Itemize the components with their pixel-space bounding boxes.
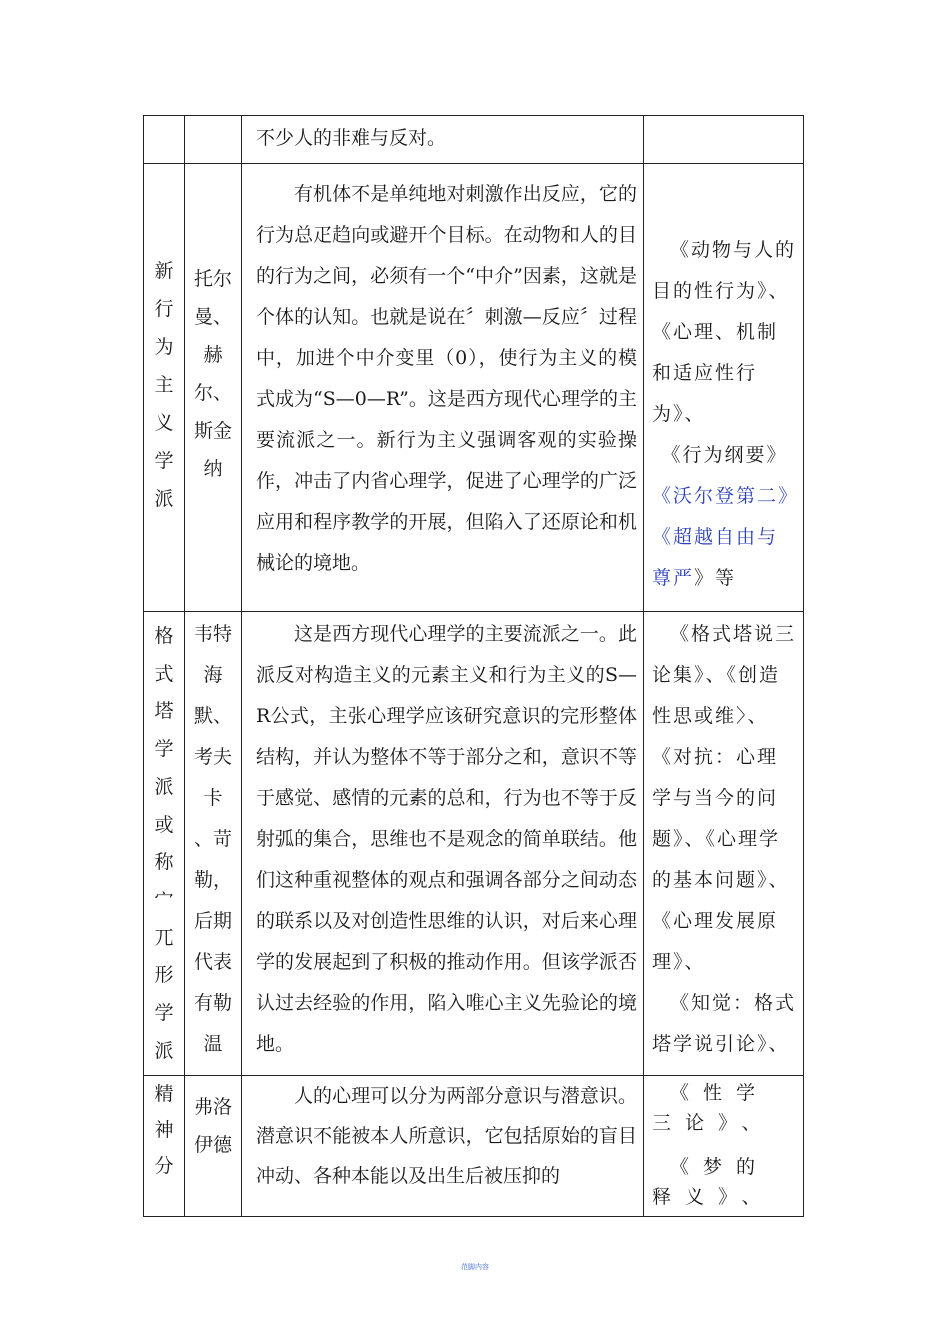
school-cell — [144, 116, 185, 164]
school-cell — [144, 164, 185, 612]
school-char: 或 — [154, 813, 174, 836]
people-line: 赫 — [203, 344, 223, 366]
people-line: 温 — [203, 1033, 223, 1055]
school-char: 称 — [154, 851, 174, 874]
school-char: 为 — [154, 336, 174, 358]
desc-cell — [242, 1076, 644, 1217]
table-row — [144, 1076, 804, 1217]
page-footer: 范脚内容 — [461, 1263, 489, 1271]
book-title: 《格式塔说三论集》、《创造性思或维〉、 — [652, 623, 797, 727]
book-title — [652, 517, 797, 599]
books-cell — [644, 612, 804, 1076]
school-char: 式 — [154, 662, 174, 685]
table-row — [144, 116, 804, 164]
school-cell — [144, 612, 185, 1076]
school-char: 派 — [154, 1039, 174, 1062]
books-cell — [644, 116, 804, 164]
people-line: 弗洛 — [193, 1096, 232, 1118]
people-line: 托尔 — [193, 268, 232, 290]
book-title: 《对抗：心理学与当今的问题》、《心理学的基本问题》、 — [652, 746, 790, 891]
school-char: 塔 — [154, 700, 174, 723]
people-line: 纳 — [203, 458, 223, 480]
school-char: 义 — [154, 412, 174, 434]
book-title-blue: 《超越自由与尊严 — [652, 526, 779, 589]
books-list — [644, 1076, 803, 1216]
people-line: 海 — [203, 664, 223, 686]
book-title: 《性学三论》、 — [652, 1082, 775, 1134]
book-title: 《知觉：格式塔学说引论》、 — [652, 992, 797, 1055]
people-cell — [185, 612, 242, 1076]
book-title: 《沃尔登第二》 — [652, 485, 800, 507]
school-cell — [144, 1076, 185, 1217]
people-line: 伊德 — [193, 1134, 232, 1156]
school-char: 精 — [154, 1083, 174, 1105]
books-cell — [644, 164, 804, 612]
school-char: 学 — [154, 1002, 174, 1025]
people-line: 斯金 — [193, 420, 232, 442]
table-row — [144, 612, 804, 1076]
school-name — [144, 612, 184, 1070]
desc-text: 人的心理可以分为两部分意识与潜意识。潜意识不能被本人所意识，它包括原始的盲目冲动、各种本能以及出生后被压抑的 — [256, 1085, 637, 1187]
books-cell — [644, 1076, 804, 1217]
school-char: 神 — [154, 1119, 174, 1141]
desc-text: 这是西方现代心理学的主要流派之一。此派反对构造主义的元素主义和行为主义的S—R公式，主张心理学应该研究意识的完形整体结构，并认为整体不等于部分之和，意识不等于感觉、感情的元素的总和，行为也不等于反射弧的集合，思维也不是观念的简单联结。他们这种重视整体的观点和强调各部分之间动态的联系以及对创造性思维的认识，对后来心理学的发展起到了积极的推动作用。但该学派否认过去经验的作用，陷入唯心主义先验论的境地。 — [256, 623, 637, 1055]
books-list — [644, 612, 803, 1069]
book-title-suffix: 》等 — [694, 567, 737, 589]
desc-cell — [242, 116, 644, 164]
people-cell — [185, 164, 242, 612]
desc-text: 有机体不是单纯地对刺激作出反应，它的行为总疋趋向或避开个目标。在动物和人的目的行为之间，必须有一个“中介”因素，这就是个体的认知。也就是说在〞刺激—反应〞过程中，加进个中介变里（0），使行为主义的模式成为“S—0—R”。这是西方现代心理学的主要流派之一。新行为主义强调客观的实验操作，冲击了内省心理学，促进了心理学的广泛应用和程序教学的开展，但陷入了还原论和机械论的境地。 — [256, 183, 637, 574]
people-names — [185, 612, 241, 1065]
people-line: 默、 — [193, 705, 232, 727]
school-char: 兀 — [154, 926, 174, 949]
people-line: 考夫 — [193, 746, 232, 768]
school-char: 派 — [154, 488, 174, 510]
school-char: 学 — [154, 738, 174, 761]
people-names — [185, 164, 241, 488]
school-char: 形 — [154, 964, 174, 987]
people-cell — [185, 116, 242, 164]
people-line: 代表 — [193, 951, 232, 973]
desc-cell — [242, 612, 644, 1076]
book-title: 《行为纲要》 — [661, 444, 788, 466]
school-char: 派 — [154, 775, 174, 798]
people-line: 卡 — [203, 787, 223, 809]
people-line: 勒， — [193, 869, 232, 891]
school-char: 格 — [154, 625, 174, 647]
people-line: 曼、 — [193, 306, 232, 328]
school-char: 宀 — [154, 888, 174, 911]
people-line: 后期 — [193, 910, 232, 932]
book-title: 《心理、机制和适应性行为》、 — [652, 321, 779, 425]
book-title: 《梦的释义》、 — [652, 1156, 775, 1208]
people-line: 、苛 — [193, 828, 232, 850]
school-char: 分 — [154, 1155, 174, 1177]
books-list — [644, 164, 803, 603]
book-title: 《心理发展原理》、 — [652, 910, 779, 973]
people-line: 韦特 — [193, 623, 232, 645]
people-line: 尔、 — [193, 382, 232, 404]
school-char: 学 — [154, 450, 174, 472]
people-line: 有勒 — [193, 992, 232, 1014]
school-char: 主 — [154, 374, 174, 396]
desc-cell — [242, 164, 644, 612]
school-char: 新 — [154, 260, 174, 282]
schools-table — [143, 115, 804, 1217]
people-cell — [185, 1076, 242, 1217]
school-name — [144, 1076, 184, 1184]
table-row — [144, 164, 804, 612]
book-title: 《动物与人的目的性行为》、 — [652, 239, 797, 302]
school-name — [144, 164, 184, 518]
people-names — [185, 1076, 241, 1164]
desc-text: 不少人的非难与反对。 — [256, 127, 447, 149]
school-char: 行 — [154, 298, 174, 320]
